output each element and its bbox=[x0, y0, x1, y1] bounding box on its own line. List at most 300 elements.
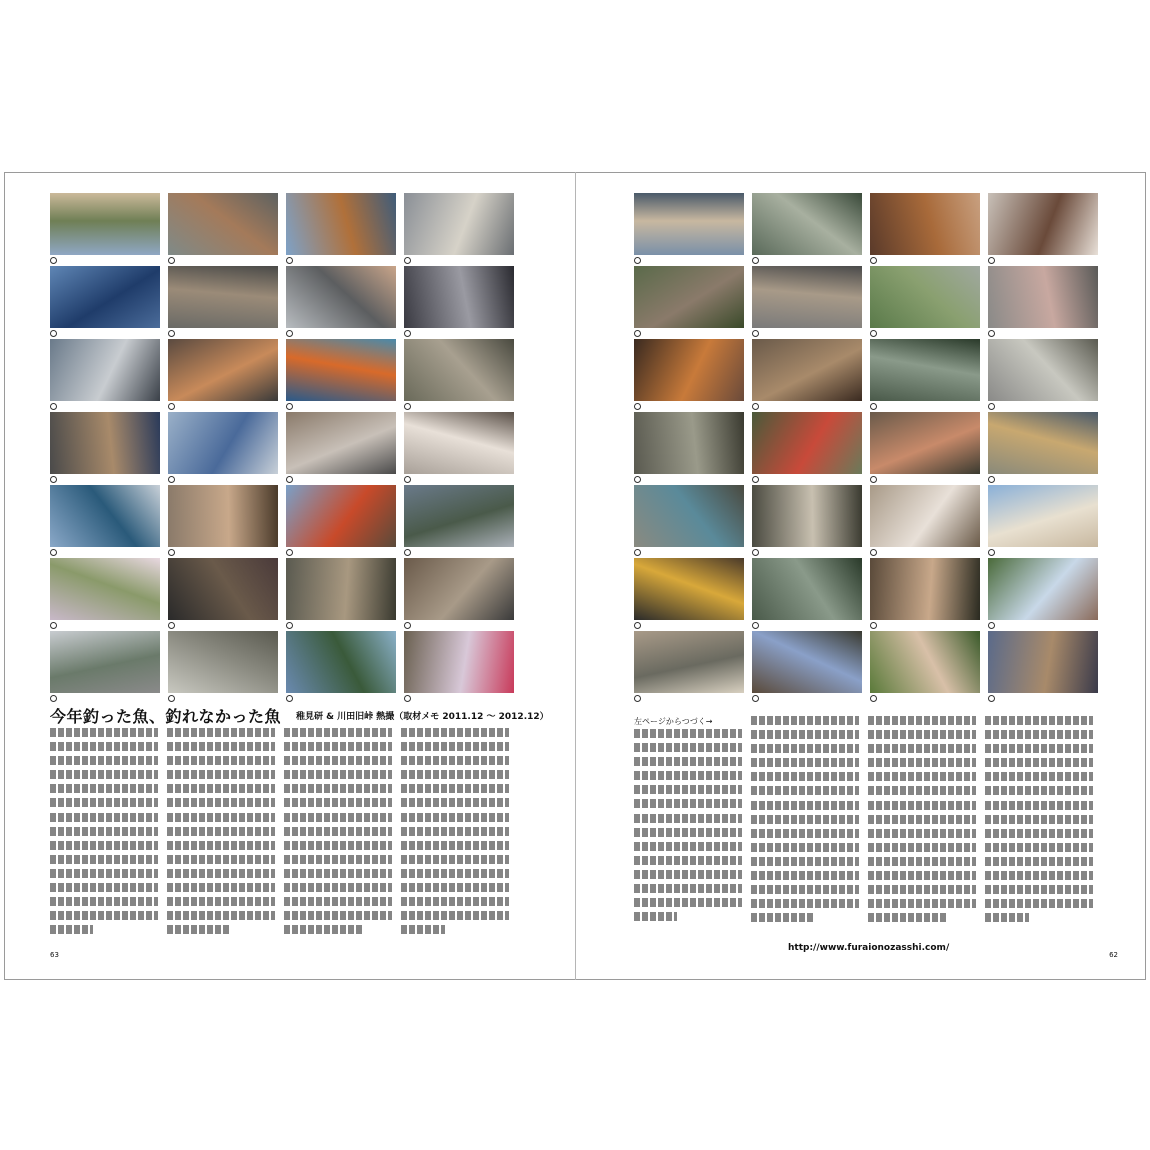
caption-marker bbox=[286, 622, 293, 629]
body-text-line bbox=[284, 770, 392, 779]
photo-image bbox=[752, 412, 862, 474]
photo-image bbox=[404, 412, 514, 474]
caption-marker bbox=[634, 695, 641, 702]
body-text-line bbox=[284, 827, 392, 836]
photo-image bbox=[634, 631, 744, 693]
caption-marker bbox=[634, 622, 641, 629]
right-photo-grid bbox=[634, 193, 1098, 693]
body-text-line bbox=[868, 899, 976, 908]
photo-image bbox=[752, 266, 862, 328]
body-text-line bbox=[284, 841, 392, 850]
body-text-line bbox=[284, 784, 392, 793]
body-text-line bbox=[985, 899, 1093, 908]
body-text-line bbox=[284, 813, 392, 822]
photo-thumbnail bbox=[50, 631, 160, 693]
caption-marker bbox=[988, 257, 995, 264]
body-text-line bbox=[985, 871, 1093, 880]
body-text-line bbox=[868, 716, 976, 725]
body-text-line bbox=[985, 829, 1093, 838]
caption-marker bbox=[870, 330, 877, 337]
text-column bbox=[868, 716, 976, 927]
caption-marker bbox=[50, 695, 57, 702]
caption-marker bbox=[988, 476, 995, 483]
photo-thumbnail bbox=[286, 193, 396, 255]
body-text-line bbox=[985, 913, 1029, 922]
photo-thumbnail bbox=[286, 631, 396, 693]
body-text-line bbox=[634, 842, 742, 851]
body-text-line bbox=[50, 897, 158, 906]
body-text-line bbox=[634, 856, 742, 865]
photo-thumbnail bbox=[988, 339, 1098, 401]
photo-image bbox=[988, 631, 1098, 693]
photo-thumbnail bbox=[752, 631, 862, 693]
photo-thumbnail bbox=[50, 485, 160, 547]
body-text-line bbox=[751, 772, 859, 781]
body-text-line bbox=[401, 756, 509, 765]
page-number-left: 63 bbox=[50, 951, 59, 959]
body-text-line bbox=[401, 855, 509, 864]
caption-marker bbox=[50, 330, 57, 337]
photo-image bbox=[404, 339, 514, 401]
body-text-line bbox=[634, 814, 742, 823]
caption-marker bbox=[168, 695, 175, 702]
photo-thumbnail bbox=[168, 558, 278, 620]
body-text-line bbox=[634, 757, 742, 766]
photo-image bbox=[634, 193, 744, 255]
body-text-line bbox=[50, 869, 158, 878]
body-text-line bbox=[50, 728, 158, 737]
photo-image bbox=[168, 485, 278, 547]
body-text-line bbox=[50, 911, 158, 920]
caption-marker bbox=[286, 330, 293, 337]
body-text-line bbox=[751, 730, 859, 739]
body-text-line bbox=[401, 728, 509, 737]
caption-marker bbox=[988, 549, 995, 556]
body-text-line bbox=[167, 869, 275, 878]
photo-image bbox=[988, 412, 1098, 474]
body-text-line bbox=[167, 841, 275, 850]
photo-thumbnail bbox=[752, 485, 862, 547]
text-column bbox=[634, 716, 742, 927]
article-byline: 稚見研 & 川田旧峠 熱撮（取材メモ 2011.12 ～ 2012.12） bbox=[296, 712, 549, 722]
photo-thumbnail bbox=[752, 339, 862, 401]
photo-image bbox=[988, 266, 1098, 328]
body-text-line bbox=[985, 885, 1093, 894]
caption-marker bbox=[988, 695, 995, 702]
caption-marker bbox=[870, 622, 877, 629]
photo-thumbnail bbox=[752, 193, 862, 255]
body-text-line bbox=[634, 884, 742, 893]
body-text-line bbox=[868, 829, 976, 838]
body-text-line bbox=[401, 742, 509, 751]
photo-thumbnail bbox=[870, 339, 980, 401]
caption-marker bbox=[404, 403, 411, 410]
body-text-line bbox=[634, 785, 742, 794]
photo-thumbnail bbox=[168, 485, 278, 547]
photo-thumbnail bbox=[286, 558, 396, 620]
photo-thumbnail bbox=[168, 266, 278, 328]
photo-thumbnail bbox=[988, 485, 1098, 547]
body-text-line bbox=[985, 857, 1093, 866]
caption-marker bbox=[988, 622, 995, 629]
photo-image bbox=[634, 485, 744, 547]
photo-image bbox=[286, 558, 396, 620]
body-text-line bbox=[50, 784, 158, 793]
caption-marker bbox=[634, 330, 641, 337]
photo-thumbnail bbox=[168, 193, 278, 255]
photo-thumbnail bbox=[404, 485, 514, 547]
body-text-line bbox=[50, 883, 158, 892]
continued-from-label: 左ページからつづく→ bbox=[634, 717, 713, 726]
body-text-line bbox=[634, 743, 742, 752]
photo-image bbox=[168, 558, 278, 620]
caption-marker bbox=[752, 403, 759, 410]
photo-image bbox=[168, 339, 278, 401]
photo-thumbnail bbox=[634, 412, 744, 474]
body-text-line bbox=[284, 742, 392, 751]
caption-marker bbox=[50, 622, 57, 629]
caption-marker bbox=[168, 549, 175, 556]
left-photo-grid bbox=[50, 193, 514, 693]
photo-thumbnail bbox=[870, 266, 980, 328]
photo-image bbox=[50, 412, 160, 474]
text-column bbox=[401, 728, 509, 939]
photo-image bbox=[404, 193, 514, 255]
body-text-line bbox=[401, 770, 509, 779]
photo-image bbox=[50, 193, 160, 255]
caption-marker bbox=[168, 476, 175, 483]
body-text-line bbox=[751, 716, 859, 725]
caption-marker bbox=[752, 476, 759, 483]
body-text-line bbox=[284, 925, 364, 934]
body-text-line bbox=[868, 913, 948, 922]
body-text-line bbox=[868, 857, 976, 866]
caption-marker bbox=[988, 403, 995, 410]
caption-marker bbox=[404, 622, 411, 629]
caption-marker bbox=[168, 622, 175, 629]
caption-marker bbox=[50, 403, 57, 410]
page-number-right: 62 bbox=[1109, 951, 1118, 959]
left-body-text bbox=[50, 728, 509, 939]
photo-thumbnail bbox=[634, 193, 744, 255]
photo-image bbox=[50, 631, 160, 693]
body-text-line bbox=[401, 798, 509, 807]
photo-image bbox=[168, 193, 278, 255]
body-text-line bbox=[167, 897, 275, 906]
body-text-line bbox=[284, 756, 392, 765]
caption-marker bbox=[168, 257, 175, 264]
body-text-line bbox=[985, 786, 1093, 795]
photo-image bbox=[752, 193, 862, 255]
photo-thumbnail bbox=[870, 412, 980, 474]
body-text-line bbox=[401, 813, 509, 822]
text-column bbox=[985, 716, 1093, 927]
caption-marker bbox=[286, 695, 293, 702]
body-text-line bbox=[868, 871, 976, 880]
body-text-line bbox=[401, 784, 509, 793]
photo-thumbnail bbox=[404, 339, 514, 401]
photo-thumbnail bbox=[168, 631, 278, 693]
body-text-line bbox=[284, 855, 392, 864]
photo-image bbox=[634, 412, 744, 474]
photo-thumbnail bbox=[752, 558, 862, 620]
text-column bbox=[751, 716, 859, 927]
photo-image bbox=[404, 266, 514, 328]
photo-image bbox=[752, 631, 862, 693]
body-text-line bbox=[167, 883, 275, 892]
photo-image bbox=[752, 485, 862, 547]
photo-thumbnail bbox=[50, 412, 160, 474]
body-text-line bbox=[751, 857, 859, 866]
caption-marker bbox=[870, 549, 877, 556]
body-text-line bbox=[634, 870, 742, 879]
body-text-line bbox=[751, 744, 859, 753]
photo-image bbox=[988, 485, 1098, 547]
body-text-line bbox=[634, 771, 742, 780]
caption-marker bbox=[50, 549, 57, 556]
body-text-line bbox=[751, 843, 859, 852]
body-text-line bbox=[985, 730, 1093, 739]
photo-thumbnail bbox=[404, 412, 514, 474]
photo-thumbnail bbox=[50, 266, 160, 328]
photo-image bbox=[634, 339, 744, 401]
body-text-line bbox=[167, 784, 275, 793]
photo-image bbox=[168, 631, 278, 693]
caption-marker bbox=[634, 476, 641, 483]
body-text-line bbox=[401, 869, 509, 878]
body-text-line bbox=[167, 798, 275, 807]
text-column bbox=[284, 728, 392, 939]
body-text-line bbox=[985, 772, 1093, 781]
body-text-line bbox=[634, 799, 742, 808]
body-text-line bbox=[985, 744, 1093, 753]
right-body-text bbox=[634, 716, 1093, 927]
article-title: 今年釣った魚、釣れなかった魚 bbox=[50, 707, 282, 726]
photo-image bbox=[870, 631, 980, 693]
photo-thumbnail bbox=[404, 631, 514, 693]
body-text-line bbox=[751, 758, 859, 767]
body-text-line bbox=[167, 911, 275, 920]
body-text-line bbox=[401, 911, 509, 920]
photo-image bbox=[286, 485, 396, 547]
photo-image bbox=[50, 485, 160, 547]
photo-image bbox=[870, 558, 980, 620]
body-text-line bbox=[50, 925, 93, 934]
photo-thumbnail bbox=[988, 412, 1098, 474]
caption-marker bbox=[752, 695, 759, 702]
body-text-line bbox=[167, 728, 275, 737]
caption-marker bbox=[168, 403, 175, 410]
photo-image bbox=[870, 339, 980, 401]
photo-image bbox=[870, 193, 980, 255]
body-text-line bbox=[50, 756, 158, 765]
photo-image bbox=[286, 631, 396, 693]
photo-thumbnail bbox=[752, 412, 862, 474]
page-gutter bbox=[575, 172, 576, 980]
body-text-line bbox=[50, 798, 158, 807]
photo-thumbnail bbox=[286, 412, 396, 474]
photo-image bbox=[50, 558, 160, 620]
caption-marker bbox=[752, 549, 759, 556]
body-text-line bbox=[751, 913, 813, 922]
photo-image bbox=[50, 339, 160, 401]
photo-image bbox=[752, 558, 862, 620]
body-text-line bbox=[284, 728, 392, 737]
photo-image bbox=[286, 266, 396, 328]
body-text-line bbox=[868, 885, 976, 894]
photo-thumbnail bbox=[50, 193, 160, 255]
caption-marker bbox=[286, 257, 293, 264]
photo-thumbnail bbox=[988, 631, 1098, 693]
photo-thumbnail bbox=[634, 339, 744, 401]
photo-image bbox=[50, 266, 160, 328]
photo-thumbnail bbox=[988, 193, 1098, 255]
body-text-line bbox=[401, 883, 509, 892]
body-text-line bbox=[751, 871, 859, 880]
body-text-line bbox=[50, 770, 158, 779]
photo-image bbox=[870, 266, 980, 328]
caption-marker bbox=[870, 695, 877, 702]
photo-thumbnail bbox=[870, 485, 980, 547]
caption-marker bbox=[286, 476, 293, 483]
photo-thumbnail bbox=[634, 558, 744, 620]
body-text-line bbox=[167, 855, 275, 864]
photo-image bbox=[404, 485, 514, 547]
body-text-line bbox=[634, 729, 742, 738]
photo-thumbnail bbox=[752, 266, 862, 328]
caption-marker bbox=[752, 257, 759, 264]
body-text-line bbox=[167, 770, 275, 779]
body-text-line bbox=[50, 742, 158, 751]
caption-marker bbox=[168, 330, 175, 337]
body-text-line bbox=[167, 925, 229, 934]
photo-thumbnail bbox=[50, 339, 160, 401]
caption-marker bbox=[752, 330, 759, 337]
photo-thumbnail bbox=[870, 631, 980, 693]
caption-marker bbox=[404, 476, 411, 483]
body-text-line bbox=[284, 869, 392, 878]
body-text-line bbox=[868, 744, 976, 753]
body-text-line bbox=[167, 742, 275, 751]
photo-image bbox=[286, 193, 396, 255]
photo-image bbox=[870, 485, 980, 547]
body-text-line bbox=[634, 912, 677, 921]
caption-marker bbox=[50, 257, 57, 264]
photo-thumbnail bbox=[168, 339, 278, 401]
body-text-line bbox=[284, 798, 392, 807]
body-text-line bbox=[868, 843, 976, 852]
caption-marker bbox=[286, 549, 293, 556]
photo-image bbox=[286, 339, 396, 401]
photo-thumbnail bbox=[634, 631, 744, 693]
body-text-line bbox=[50, 827, 158, 836]
caption-marker bbox=[286, 403, 293, 410]
body-text-line bbox=[868, 758, 976, 767]
body-text-line bbox=[751, 899, 859, 908]
body-text-line bbox=[284, 897, 392, 906]
body-text-line bbox=[985, 843, 1093, 852]
body-text-line bbox=[50, 813, 158, 822]
body-text-line bbox=[751, 801, 859, 810]
photo-image bbox=[870, 412, 980, 474]
caption-marker bbox=[870, 476, 877, 483]
body-text-line bbox=[868, 801, 976, 810]
photo-image bbox=[404, 631, 514, 693]
caption-marker bbox=[634, 403, 641, 410]
photo-thumbnail bbox=[286, 266, 396, 328]
body-text-line bbox=[284, 911, 392, 920]
photo-thumbnail bbox=[988, 558, 1098, 620]
caption-marker bbox=[634, 257, 641, 264]
body-text-line bbox=[401, 841, 509, 850]
photo-image bbox=[752, 339, 862, 401]
body-text-line bbox=[401, 827, 509, 836]
photo-image bbox=[988, 339, 1098, 401]
body-text-line bbox=[985, 801, 1093, 810]
body-text-line bbox=[634, 828, 742, 837]
body-text-line bbox=[868, 772, 976, 781]
text-column bbox=[167, 728, 275, 939]
caption-marker bbox=[988, 330, 995, 337]
photo-thumbnail bbox=[404, 193, 514, 255]
caption-marker bbox=[404, 257, 411, 264]
photo-thumbnail bbox=[870, 558, 980, 620]
photo-thumbnail bbox=[988, 266, 1098, 328]
caption-marker bbox=[870, 403, 877, 410]
body-text-line bbox=[868, 786, 976, 795]
body-text-line bbox=[167, 827, 275, 836]
photo-image bbox=[634, 266, 744, 328]
photo-thumbnail bbox=[404, 266, 514, 328]
photo-thumbnail bbox=[404, 558, 514, 620]
photo-thumbnail bbox=[286, 339, 396, 401]
body-text-line bbox=[50, 841, 158, 850]
photo-thumbnail bbox=[168, 412, 278, 474]
photo-thumbnail bbox=[870, 193, 980, 255]
photo-image bbox=[988, 193, 1098, 255]
body-text-line bbox=[751, 815, 859, 824]
body-text-line bbox=[167, 756, 275, 765]
caption-marker bbox=[404, 695, 411, 702]
body-text-line bbox=[401, 925, 445, 934]
caption-marker bbox=[634, 549, 641, 556]
body-text-line bbox=[751, 829, 859, 838]
body-text-line bbox=[167, 813, 275, 822]
body-text-line bbox=[985, 716, 1093, 725]
photo-image bbox=[404, 558, 514, 620]
photo-image bbox=[168, 412, 278, 474]
caption-marker bbox=[404, 330, 411, 337]
photo-thumbnail bbox=[50, 558, 160, 620]
photo-thumbnail bbox=[286, 485, 396, 547]
photo-thumbnail bbox=[634, 266, 744, 328]
photo-image bbox=[988, 558, 1098, 620]
body-text-line bbox=[868, 815, 976, 824]
text-column bbox=[50, 728, 158, 939]
body-text-line bbox=[985, 815, 1093, 824]
body-text-line bbox=[751, 885, 859, 894]
photo-image bbox=[168, 266, 278, 328]
caption-marker bbox=[752, 622, 759, 629]
body-text-line bbox=[868, 730, 976, 739]
body-text-line bbox=[634, 898, 742, 907]
website-url[interactable]: http://www.furaionozasshi.com/ bbox=[788, 943, 950, 953]
caption-marker bbox=[50, 476, 57, 483]
body-text-line bbox=[751, 786, 859, 795]
photo-thumbnail bbox=[634, 485, 744, 547]
photo-image bbox=[286, 412, 396, 474]
caption-marker bbox=[870, 257, 877, 264]
